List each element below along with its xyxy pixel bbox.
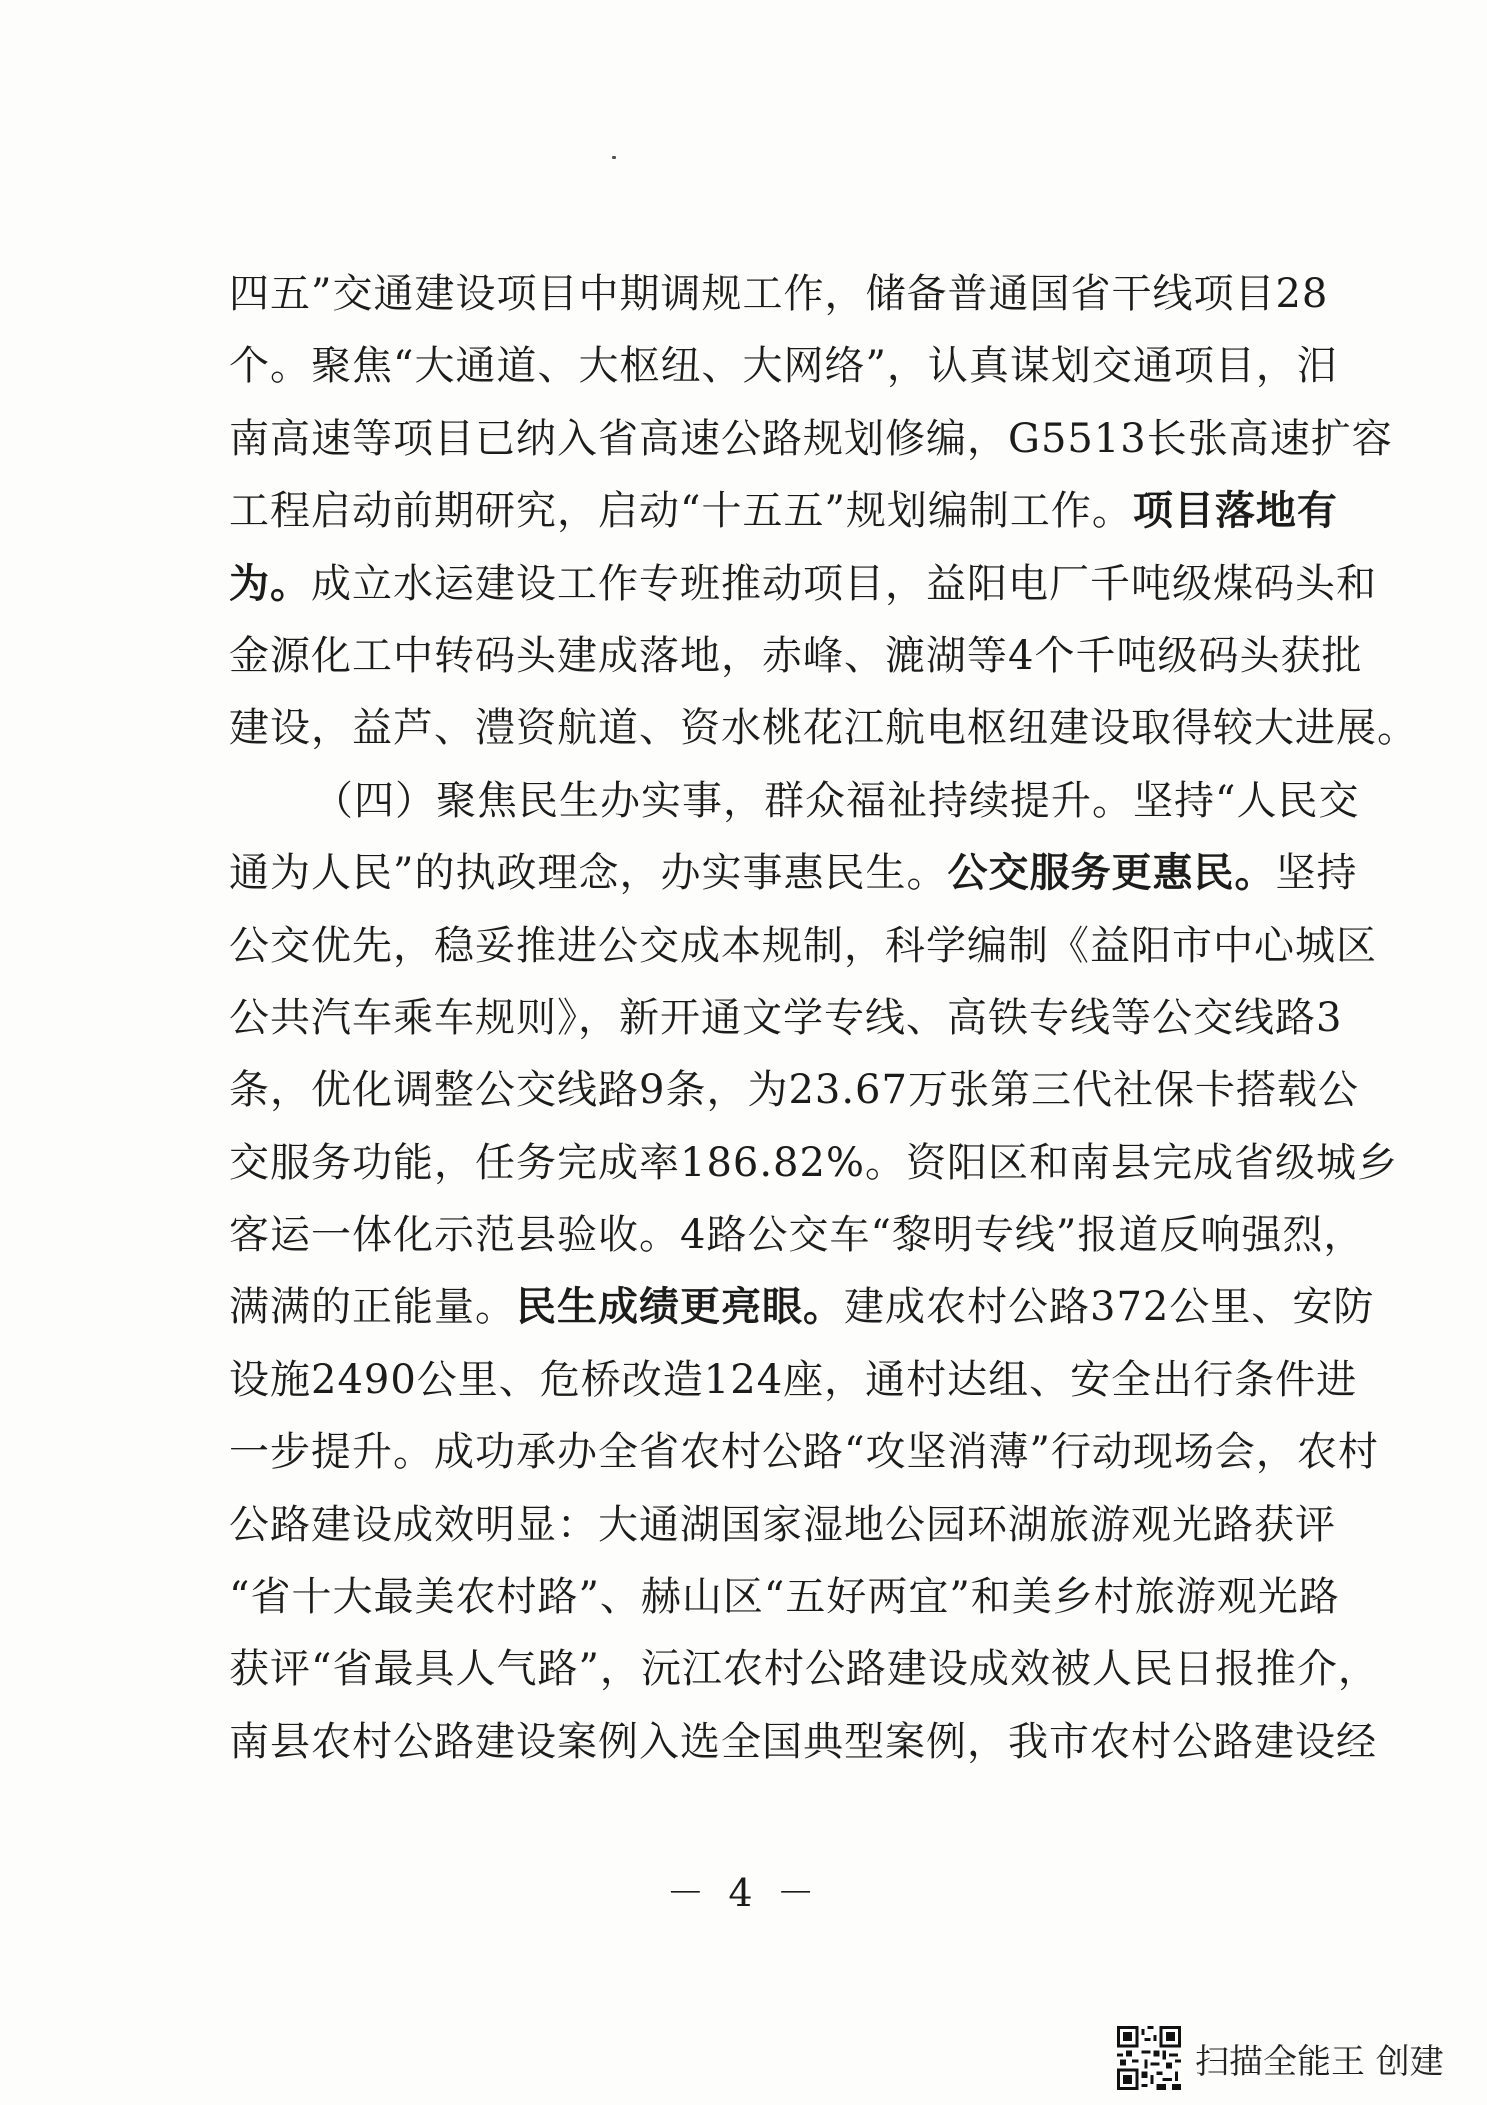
scanner-watermark [1117,2023,1444,2093]
text-run: （四）聚焦民生办实事，群众福祉持续提升。坚持“人民交 [313,777,1360,824]
text-line [229,837,1358,909]
text-run: 建成农村公路372公里、安防 [844,1284,1375,1331]
text-run: 公交优先，稳妥推进公交成本规制，科学编制《益阳市中心城区 [229,922,1377,969]
body-text [229,258,1418,1778]
text-line [229,330,1338,402]
bold-heading-text: 项目落地有 [1132,488,1338,535]
text-run: 公共汽车乘车规则》，新开通文学专线、高铁专线等公交线路3 [229,994,1343,1041]
bold-heading-text: 公交服务更惠民。 [947,850,1276,897]
text-run: 金源化工中转码头建成落地，赤峰、漉湖等4个千吨级码头获批 [229,632,1363,679]
text-run: 满满的正能量。 [229,1284,516,1331]
text-line [229,403,1393,475]
scan-speck [612,156,616,159]
text-line [229,1416,1379,1488]
text-line [229,1199,1365,1271]
text-line [229,475,1338,547]
text-line [229,910,1377,982]
watermark-text: 扫描全能王 创建 [1195,2041,1444,2082]
text-line [229,1127,1398,1199]
text-run: 设施2490公里、危桥改造124座，通村达组、安全出行条件进 [229,1356,1358,1403]
text-run: 通为人民”的执政理念，办实事惠民生。 [229,850,948,897]
text-run: 获评“省最具人气路”，沅江农村公路建设成效被人民日报推介， [229,1646,1379,1693]
text-run: 南县农村公路建设案例入选全国典型案例，我市农村公路建设经 [229,1718,1377,1765]
text-run: “省十大最美农村路”、赫山区“五好两宜”和美乡村旅游观光路 [229,1574,1340,1621]
text-line [229,1489,1336,1561]
text-run: 一步提升。成功承办全省农村公路“攻坚消薄”行动现场会，农村 [229,1429,1379,1476]
text-line [229,548,1377,620]
bold-heading-text: 为。 [229,560,311,607]
text-line [229,1633,1379,1705]
text-run: 四五”交通建设项目中期调规工作，储备普通国省干线项目28 [229,271,1329,317]
text-run: 公路建设成效明显：大通湖国家湿地公园环湖旅游观光路获评 [229,1501,1336,1548]
text-run: 个。聚焦“大通道、大枢纽、大网络”，认真谋划交通项目，汨 [229,343,1338,390]
text-run: 成立水运建设工作专班推动项目，益阳电厂千吨级煤码头和 [311,560,1377,607]
text-run: 客运一体化示范县验收。4路公交车“黎明专线”报道反响强烈， [229,1212,1365,1259]
qr-code-icon [1117,2026,1181,2090]
text-run: 南高速等项目已纳入省高速公路规划修编，G5513长张高速扩容 [229,415,1393,462]
text-run: 条，优化调整公交线路9条，为23.67万张第三代社保卡搭载公 [229,1067,1359,1114]
text-line [229,1344,1358,1416]
bold-heading-text: 民生成绩更亮眼。 [516,1284,844,1331]
text-line [229,1271,1375,1343]
page-number: － 4 － [666,1871,821,1915]
text-line [229,1561,1340,1633]
text-line [229,620,1363,692]
text-line [229,1054,1359,1126]
text-run: 工程启动前期研究，启动“十五五”规划编制工作。 [229,488,1133,535]
text-line [229,1706,1377,1778]
text-run: 交服务功能，任务完成率186.82%。资阳区和南县完成省级城乡 [229,1139,1398,1186]
text-line [229,982,1343,1054]
text-line [229,258,1329,330]
text-run: 坚持 [1275,850,1358,897]
text-run: 建设，益芦、澧资航道、资水桃花江航电枢纽建设取得较大进展。 [229,705,1418,752]
text-line [229,692,1418,764]
text-line [229,765,1360,837]
